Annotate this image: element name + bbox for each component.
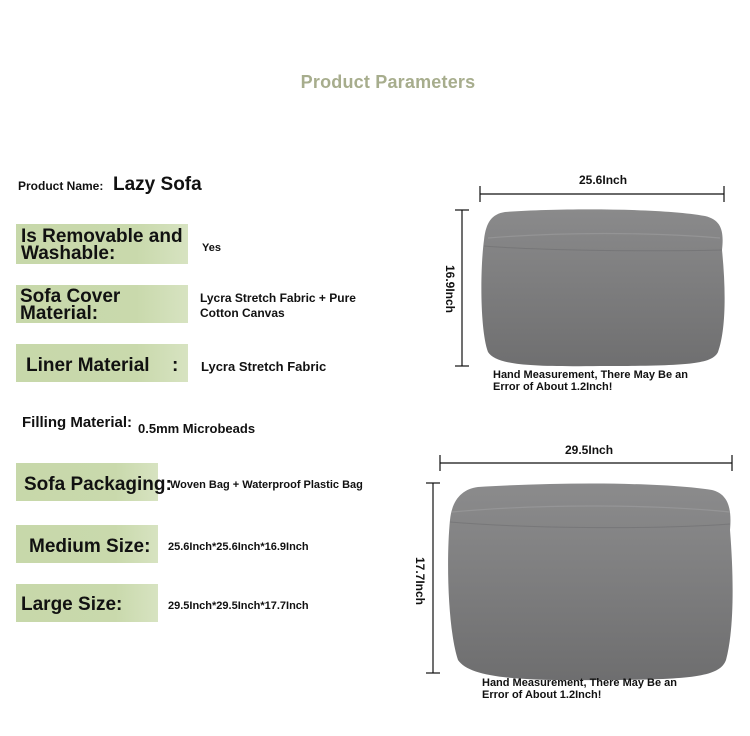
page-title: Product Parameters bbox=[300, 72, 476, 92]
large-value: 29.5Inch*29.5Inch*17.7Inch bbox=[168, 600, 309, 612]
removable-value: Yes bbox=[202, 242, 221, 254]
medium-value: 25.6Inch*25.6Inch*16.9Inch bbox=[168, 541, 309, 553]
cover-value-line2: Cotton Canvas bbox=[200, 306, 285, 320]
large-note-line1: Hand Measurement, There May Be an bbox=[482, 677, 678, 689]
medium-note-line1: Hand Measurement, There May Be an bbox=[493, 369, 689, 381]
cover-label-line1: Sofa Cover bbox=[20, 286, 121, 307]
packaging-value: Woven Bag + Waterproof Plastic Bag bbox=[170, 479, 363, 491]
large-label: Large Size: bbox=[21, 594, 123, 615]
large-width-label: 29.5Inch bbox=[565, 443, 614, 457]
removable-label-line2: Washable: bbox=[21, 243, 116, 264]
product-name-value: Lazy Sofa bbox=[113, 174, 202, 195]
medium-height-label: 16.9Inch bbox=[443, 264, 457, 314]
medium-label: Medium Size: bbox=[29, 536, 151, 557]
packaging-label: Sofa Packaging: bbox=[24, 474, 172, 495]
large-height-label: 17.7Inch bbox=[413, 556, 427, 606]
filling-value: 0.5mm Microbeads bbox=[138, 421, 256, 436]
removable-label-line1: Is Removable and bbox=[21, 226, 183, 247]
liner-value: Lycra Stretch Fabric bbox=[201, 359, 327, 374]
large-note-line2: Error of About 1.2Inch! bbox=[482, 689, 602, 701]
cover-label-line2: Material: bbox=[20, 303, 99, 324]
liner-label: Liner Material bbox=[26, 355, 150, 376]
medium-width-label: 25.6Inch bbox=[579, 173, 628, 187]
cover-value-line1: Lycra Stretch Fabric + Pure bbox=[200, 291, 356, 305]
filling-label: Filling Material: bbox=[22, 414, 133, 431]
product-name-label: Product Name: bbox=[18, 179, 104, 193]
liner-colon: : bbox=[172, 355, 179, 376]
medium-note-line2: Error of About 1.2Inch! bbox=[493, 381, 613, 393]
